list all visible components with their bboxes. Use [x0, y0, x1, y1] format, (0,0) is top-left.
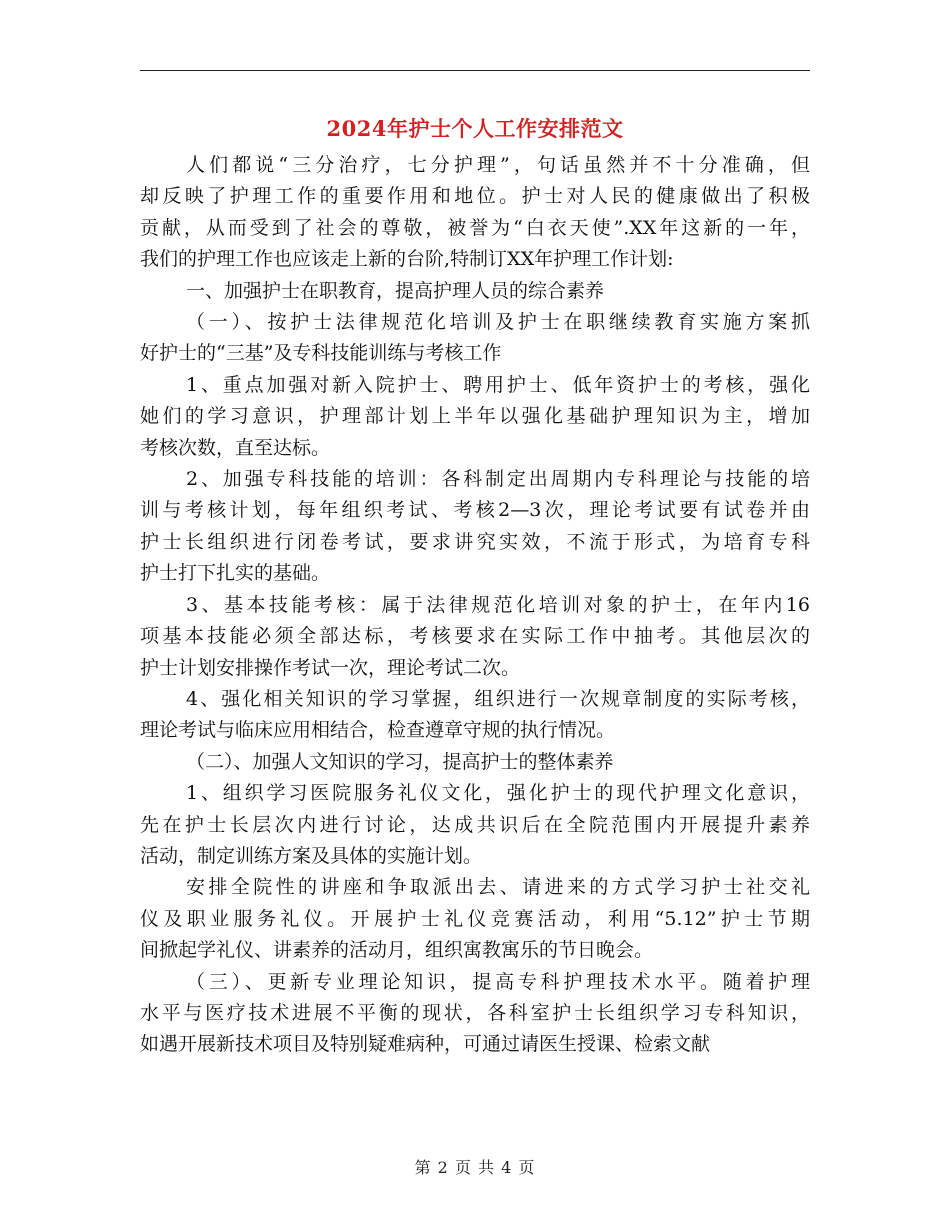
text-line: 项基本技能必须全部达标，考核要求在实际工作中抽考。其他层次的: [140, 625, 810, 648]
text-line: 2、加强专科技能的培训：各科制定出周期内专科理论与技能的培: [186, 468, 810, 491]
document-body: [140, 150, 810, 1061]
text-line: 她们的学习意识，护理部计划上半年以强化基础护理知识为主，增加: [140, 405, 810, 428]
text-line: 贡献，从而受到了社会的尊敬，被誉为“白衣天使”.XX年这新的一年，: [140, 216, 810, 239]
text-line: 活动，制定训练方案及具体的实施计划。: [140, 844, 483, 867]
text-line: 却反映了护理工作的重要作用和地位。护士对人民的健康做出了积极: [140, 185, 810, 208]
header-rule: [140, 70, 810, 71]
text-line: 理论考试与临床应用相结合，检查遵章守规的执行情况。: [140, 719, 616, 742]
paragraph: [140, 590, 810, 684]
paragraph: [140, 370, 810, 464]
text-line: 间掀起学礼仪、讲素养的活动月，组织寓教寓乐的节日晚会。: [140, 939, 654, 962]
page-footer: 第 2 页 共 4 页: [414, 1158, 536, 1177]
text-line: 4、强化相关知识的学习掌握，组织进行一次规章制度的实际考核，: [186, 687, 810, 710]
text-line: 人们都说“三分治疗，七分护理”，句话虽然并不十分准确，但: [186, 154, 810, 176]
text-line: 1、组织学习医院服务礼仪文化，强化护士的现代护理文化意识，: [186, 782, 810, 805]
text-line: 我们的护理工作也应该走上新的台阶,特制订XX年护理工作计划:: [140, 248, 674, 271]
paragraph: [140, 684, 810, 747]
text-line: 先在护士长层次内进行讨论，达成共识后在全院范围内开展提升素养: [140, 813, 810, 836]
text-line: 仪及职业服务礼仪。开展护士礼仪竞赛活动，利用“5.12”护士节期: [140, 907, 810, 930]
text-line: 一、加强护士在职教育，提高护理人员的综合素养: [186, 279, 605, 302]
paragraph: [140, 872, 810, 966]
text-line: 护士打下扎实的基础。: [140, 562, 331, 585]
paragraph: [140, 464, 810, 590]
paragraph: [140, 967, 810, 1061]
text-line: 水平与医疗技术进展不平衡的现状，各科室护士长组织学习专科知识，: [140, 1001, 810, 1024]
paragraph: [140, 276, 810, 307]
text-line: 1、重点加强对新入院护士、聘用护士、低年资护士的考核，强化: [186, 373, 810, 396]
paragraph: [140, 747, 810, 778]
paragraph: [140, 150, 810, 276]
text-line: 护士计划安排操作考试一次，理论考试二次。: [140, 656, 521, 679]
text-line: （二）、加强人文知识的学习，提高护士的整体素养: [186, 750, 614, 773]
text-line: 好护士的“三基”及专科技能训练与考核工作: [140, 342, 502, 365]
paragraph: [140, 778, 810, 872]
text-line: 安排全院性的讲座和争取派出去、请进来的方式学习护士社交礼: [186, 876, 810, 899]
paragraph: [140, 307, 810, 370]
text-line: （三）、更新专业理论知识，提高专科护理技术水平。随着护理: [186, 970, 810, 993]
text-line: （一）、按护士法律规范化培训及护士在职继续教育实施方案抓: [186, 311, 810, 334]
document-title: 2024年护士个人工作安排范文: [326, 116, 624, 141]
text-line: 如遇开展新技术项目及特别疑难病种，可通过请医生授课、检索文献: [140, 1033, 711, 1056]
text-line: 训与考核计划，每年组织考试、考核2—3次，理论考试要有试卷并由: [140, 499, 810, 522]
text-line: 3、基本技能考核：属于法律规范化培训对象的护士，在年内16: [186, 593, 810, 616]
text-line: 考核次数，直至达标。: [140, 436, 331, 459]
text-line: 护士长组织进行闭卷考试，要求讲究实效，不流于形式，为培育专科: [140, 530, 810, 553]
